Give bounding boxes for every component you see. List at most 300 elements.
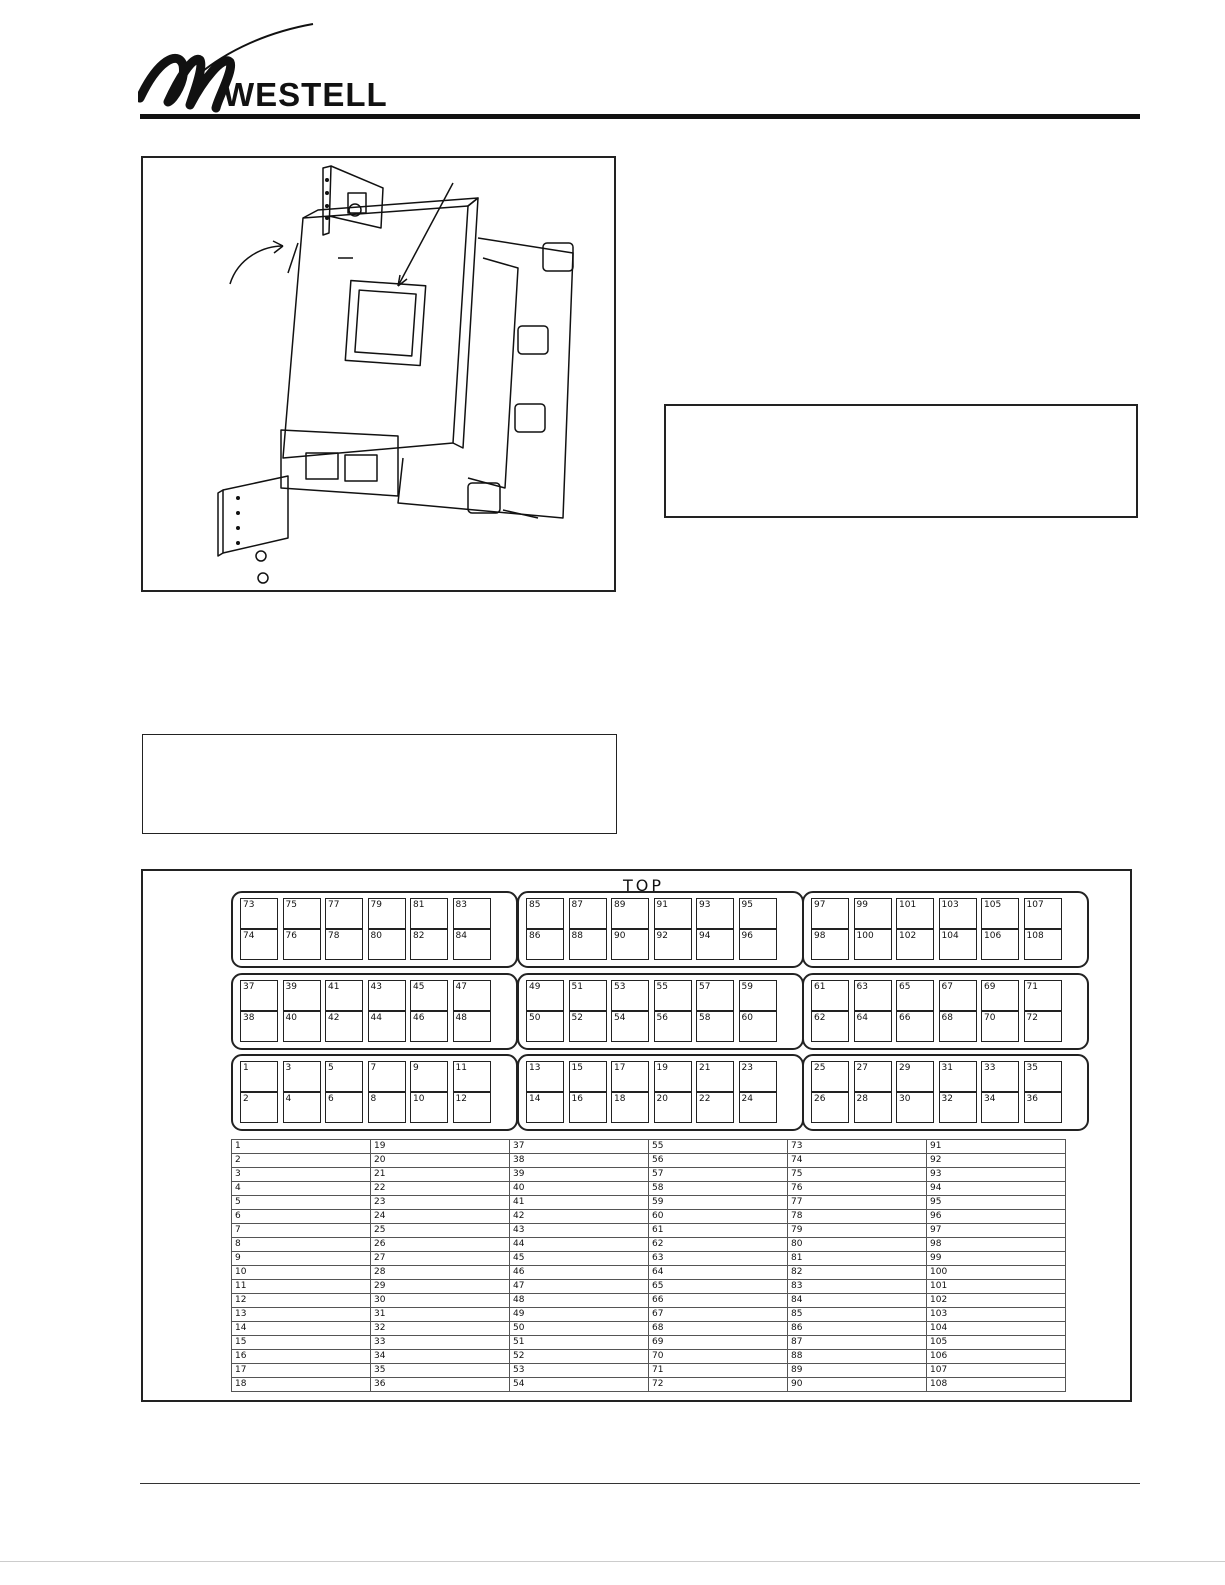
table-row (232, 1266, 1066, 1280)
table-cell: 74 (788, 1154, 927, 1168)
slot-cell (240, 929, 278, 960)
slot-cell (611, 980, 649, 1011)
table-row (232, 1350, 1066, 1364)
slot-number: 27 (856, 1063, 868, 1073)
table-cell: 102 (927, 1294, 1066, 1308)
slot-cell (939, 929, 977, 960)
slot-cell (811, 898, 849, 929)
slot-cell (526, 929, 564, 960)
slot-number: 21 (699, 1063, 711, 1073)
slot-number: 36 (1026, 1094, 1038, 1104)
slot-cell (739, 929, 777, 960)
table-cell: 58 (649, 1182, 788, 1196)
table-cell: 18 (232, 1378, 371, 1392)
table-cell: 87 (788, 1336, 927, 1350)
slot-cell (811, 929, 849, 960)
slot-number: 49 (529, 982, 541, 992)
slot-group (231, 973, 518, 1050)
table-row (232, 1140, 1066, 1154)
slot-number: 56 (656, 1013, 668, 1023)
table-row (232, 1280, 1066, 1294)
table-cell: 88 (788, 1350, 927, 1364)
header-rule (140, 114, 1140, 119)
slot-number: 79 (370, 900, 382, 910)
slot-number: 77 (328, 900, 340, 910)
slot-cell (696, 898, 734, 929)
slot-cell (896, 929, 934, 960)
slot-cell (453, 1061, 491, 1092)
slot-number: 100 (856, 931, 874, 941)
table-cell: 13 (232, 1308, 371, 1322)
slot-cell (410, 929, 448, 960)
table-cell: 100 (927, 1266, 1066, 1280)
table-row (232, 1364, 1066, 1378)
slot-number: 14 (529, 1094, 541, 1104)
slot-number: 45 (413, 982, 425, 992)
table-cell: 90 (788, 1378, 927, 1392)
table-cell: 29 (371, 1280, 510, 1294)
slot-cell (283, 980, 321, 1011)
slot-cell (811, 1092, 849, 1123)
slot-cell (240, 1061, 278, 1092)
slot-number: 6 (328, 1094, 334, 1104)
slot-number: 38 (243, 1013, 255, 1023)
slot-cell (453, 980, 491, 1011)
table-cell: 55 (649, 1140, 788, 1154)
slot-number: 102 (899, 931, 917, 941)
slot-number: 41 (328, 982, 340, 992)
slot-cell (368, 1011, 406, 1042)
slot-cell (368, 929, 406, 960)
table-row (232, 1182, 1066, 1196)
slot-number: 9 (413, 1063, 419, 1073)
slot-cell (854, 929, 892, 960)
table-cell: 28 (371, 1266, 510, 1280)
slot-number: 72 (1026, 1013, 1038, 1023)
table-cell: 68 (649, 1322, 788, 1336)
slot-number: 88 (571, 931, 583, 941)
table-cell: 9 (232, 1252, 371, 1266)
slot-number: 80 (370, 931, 382, 941)
westell-wordmark: WESTELL (223, 76, 388, 113)
slot-number: 33 (984, 1063, 996, 1073)
slot-cell (240, 1011, 278, 1042)
slot-cell (811, 1011, 849, 1042)
slot-number: 94 (699, 931, 711, 941)
slot-number: 68 (941, 1013, 953, 1023)
table-cell: 70 (649, 1350, 788, 1364)
table-cell: 97 (927, 1224, 1066, 1238)
slot-number: 26 (814, 1094, 826, 1104)
slot-number: 29 (899, 1063, 911, 1073)
slot-cell (569, 1011, 607, 1042)
slot-cell (325, 980, 363, 1011)
table-cell: 61 (649, 1224, 788, 1238)
table-row (232, 1336, 1066, 1350)
slot-cell (325, 898, 363, 929)
slot-number: 37 (243, 982, 255, 992)
slot-number: 48 (455, 1013, 467, 1023)
table-cell: 26 (371, 1238, 510, 1252)
slot-number: 99 (856, 900, 868, 910)
slot-cell (981, 1061, 1019, 1092)
page-divider (0, 1561, 1225, 1562)
table-cell: 23 (371, 1196, 510, 1210)
slot-cell (981, 929, 1019, 960)
slot-number: 73 (243, 900, 255, 910)
slot-cell (453, 1011, 491, 1042)
slot-cell (981, 898, 1019, 929)
slot-number: 51 (571, 982, 583, 992)
table-cell: 37 (510, 1140, 649, 1154)
slot-number: 55 (656, 982, 668, 992)
slot-number: 75 (285, 900, 297, 910)
slot-group (517, 973, 804, 1050)
slot-cell (283, 898, 321, 929)
slot-number: 67 (941, 982, 953, 992)
shelf-line-drawing (143, 158, 614, 590)
table-cell: 63 (649, 1252, 788, 1266)
table-cell: 67 (649, 1308, 788, 1322)
slot-cell (325, 1092, 363, 1123)
table-cell: 103 (927, 1308, 1066, 1322)
table-row (232, 1210, 1066, 1224)
slot-cell (1024, 929, 1062, 960)
slot-number: 97 (814, 900, 826, 910)
slot-number: 70 (984, 1013, 996, 1023)
slot-number: 95 (741, 900, 753, 910)
slot-number: 84 (455, 931, 467, 941)
table-cell: 85 (788, 1308, 927, 1322)
slot-cell (739, 898, 777, 929)
slot-group (517, 1054, 804, 1131)
table-cell: 104 (927, 1322, 1066, 1336)
table-cell: 106 (927, 1350, 1066, 1364)
table-cell: 14 (232, 1322, 371, 1336)
slot-number: 13 (529, 1063, 541, 1073)
slot-number: 106 (984, 931, 1002, 941)
table-cell: 72 (649, 1378, 788, 1392)
table-cell: 47 (510, 1280, 649, 1294)
slot-cell (569, 980, 607, 1011)
slot-number: 10 (413, 1094, 425, 1104)
slot-cell (283, 1092, 321, 1123)
table-cell: 57 (649, 1168, 788, 1182)
table-row (232, 1308, 1066, 1322)
table-cell: 1 (232, 1140, 371, 1154)
table-cell: 79 (788, 1224, 927, 1238)
slot-number: 92 (656, 931, 668, 941)
table-cell: 65 (649, 1280, 788, 1294)
slot-cell (939, 980, 977, 1011)
slot-number: 7 (370, 1063, 377, 1073)
slot-cell (896, 1092, 934, 1123)
slot-number: 60 (741, 1013, 753, 1023)
slot-cell (526, 898, 564, 929)
slot-number: 39 (285, 982, 297, 992)
slot-cell (896, 980, 934, 1011)
table-row (232, 1294, 1066, 1308)
table-cell: 71 (649, 1364, 788, 1378)
slot-number: 63 (856, 982, 868, 992)
table-cell: 34 (371, 1350, 510, 1364)
table-cell: 64 (649, 1266, 788, 1280)
slot-cell (368, 1092, 406, 1123)
slot-number: 34 (984, 1094, 996, 1104)
slot-cell (939, 1061, 977, 1092)
table-cell: 32 (371, 1322, 510, 1336)
slot-cell (410, 1092, 448, 1123)
slot-cell (1024, 1011, 1062, 1042)
table-cell: 99 (927, 1252, 1066, 1266)
slot-cell (410, 898, 448, 929)
slot-cell (283, 1061, 321, 1092)
slot-number: 87 (571, 900, 583, 910)
table-row (232, 1322, 1066, 1336)
slot-number: 46 (413, 1013, 425, 1023)
slot-number: 83 (455, 900, 467, 910)
table-cell: 17 (232, 1364, 371, 1378)
slot-cell (854, 980, 892, 1011)
slot-number: 54 (614, 1013, 626, 1023)
slot-cell (896, 1061, 934, 1092)
table-cell: 81 (788, 1252, 927, 1266)
table-cell: 93 (927, 1168, 1066, 1182)
table-cell: 33 (371, 1336, 510, 1350)
slot-number: 66 (899, 1013, 911, 1023)
slot-number: 71 (1026, 982, 1038, 992)
note-box-left (142, 734, 617, 834)
table-cell: 76 (788, 1182, 927, 1196)
slot-cell (739, 1061, 777, 1092)
slot-number: 52 (571, 1013, 583, 1023)
table-cell: 38 (510, 1154, 649, 1168)
slot-cell (654, 1061, 692, 1092)
slot-cell (896, 1011, 934, 1042)
slot-number: 58 (699, 1013, 711, 1023)
slot-number: 98 (814, 931, 826, 941)
slot-cell (981, 1011, 1019, 1042)
slot-cell (1024, 1061, 1062, 1092)
table-cell: 25 (371, 1224, 510, 1238)
slot-number: 20 (656, 1094, 668, 1104)
table-cell: 53 (510, 1364, 649, 1378)
slot-number: 44 (370, 1013, 382, 1023)
table-cell: 84 (788, 1294, 927, 1308)
slot-number: 3 (285, 1063, 292, 1073)
slot-cell (453, 1092, 491, 1123)
slot-cell (939, 1011, 977, 1042)
slot-group (802, 973, 1089, 1050)
slot-number: 96 (741, 931, 753, 941)
table-cell: 54 (510, 1378, 649, 1392)
slot-cell (240, 898, 278, 929)
slot-cell (453, 929, 491, 960)
slot-cell (410, 1061, 448, 1092)
slot-number: 62 (814, 1013, 826, 1023)
slot-cell (981, 1092, 1019, 1123)
shelf-mounting-figure (141, 156, 616, 592)
table-cell: 89 (788, 1364, 927, 1378)
table-cell: 49 (510, 1308, 649, 1322)
table-cell: 75 (788, 1168, 927, 1182)
slot-number: 82 (413, 931, 425, 941)
table-cell: 91 (927, 1140, 1066, 1154)
slot-cell (939, 898, 977, 929)
slot-number: 8 (370, 1094, 377, 1104)
table-row (232, 1378, 1066, 1392)
slot-number: 47 (455, 982, 467, 992)
slot-assignment-table (231, 1139, 1066, 1392)
slot-cell (696, 980, 734, 1011)
table-cell: 48 (510, 1294, 649, 1308)
slot-cell (896, 898, 934, 929)
table-cell: 45 (510, 1252, 649, 1266)
slot-number: 85 (529, 900, 541, 910)
slot-number: 12 (455, 1094, 467, 1104)
slot-number: 103 (941, 900, 959, 910)
table-row (232, 1252, 1066, 1266)
slot-number: 5 (328, 1063, 334, 1073)
table-cell: 24 (371, 1210, 510, 1224)
slot-number: 30 (899, 1094, 911, 1104)
slot-number: 101 (899, 900, 917, 910)
table-cell: 22 (371, 1182, 510, 1196)
table-row (232, 1154, 1066, 1168)
table-cell: 2 (232, 1154, 371, 1168)
slot-number: 17 (614, 1063, 626, 1073)
note-box-right (664, 404, 1138, 518)
table-cell: 19 (371, 1140, 510, 1154)
slot-number: 76 (285, 931, 297, 941)
slot-cell (526, 1092, 564, 1123)
slot-cell (526, 1061, 564, 1092)
slot-group (231, 891, 518, 968)
slot-number: 42 (328, 1013, 340, 1023)
slot-cell (696, 929, 734, 960)
table-cell: 46 (510, 1266, 649, 1280)
slot-group (231, 1054, 518, 1131)
table-cell: 52 (510, 1350, 649, 1364)
slot-number: 74 (243, 931, 255, 941)
slot-cell (611, 1011, 649, 1042)
footer-rule (140, 1483, 1140, 1484)
table-cell: 50 (510, 1322, 649, 1336)
table-cell: 73 (788, 1140, 927, 1154)
table-cell: 30 (371, 1294, 510, 1308)
slot-number: 23 (741, 1063, 753, 1073)
table-cell: 8 (232, 1238, 371, 1252)
table-cell: 39 (510, 1168, 649, 1182)
slot-cell (569, 898, 607, 929)
table-cell: 77 (788, 1196, 927, 1210)
slot-number: 69 (984, 982, 996, 992)
table-cell: 4 (232, 1182, 371, 1196)
slot-number: 18 (614, 1094, 626, 1104)
slot-number: 57 (699, 982, 711, 992)
slot-cell (526, 1011, 564, 1042)
table-cell: 7 (232, 1224, 371, 1238)
slot-cell (368, 898, 406, 929)
table-cell: 31 (371, 1308, 510, 1322)
slot-number: 81 (413, 900, 425, 910)
table-cell: 35 (371, 1364, 510, 1378)
slot-number: 19 (656, 1063, 668, 1073)
slot-number: 16 (571, 1094, 583, 1104)
table-cell: 78 (788, 1210, 927, 1224)
slot-number: 61 (814, 982, 826, 992)
slot-number: 15 (571, 1063, 583, 1073)
slot-number: 40 (285, 1013, 297, 1023)
table-cell: 15 (232, 1336, 371, 1350)
slot-cell (654, 898, 692, 929)
slot-number: 50 (529, 1013, 541, 1023)
slot-number: 86 (529, 931, 541, 941)
slot-cell (526, 980, 564, 1011)
slot-group (802, 1054, 1089, 1131)
table-cell: 42 (510, 1210, 649, 1224)
table-cell: 83 (788, 1280, 927, 1294)
slot-cell (739, 980, 777, 1011)
table-cell: 51 (510, 1336, 649, 1350)
slot-number: 59 (741, 982, 753, 992)
slot-cell (739, 1092, 777, 1123)
table-cell: 86 (788, 1322, 927, 1336)
slot-cell (569, 1061, 607, 1092)
slot-cell (410, 1011, 448, 1042)
slot-cell (854, 1092, 892, 1123)
table-cell: 27 (371, 1252, 510, 1266)
slot-cell (811, 1061, 849, 1092)
slot-group (517, 891, 804, 968)
table-cell: 101 (927, 1280, 1066, 1294)
table-cell: 3 (232, 1168, 371, 1182)
slot-cell (654, 980, 692, 1011)
table-cell: 59 (649, 1196, 788, 1210)
table-cell: 82 (788, 1266, 927, 1280)
table-row (232, 1196, 1066, 1210)
slot-number: 1 (243, 1063, 249, 1073)
slot-number: 11 (455, 1063, 467, 1073)
slot-number: 25 (814, 1063, 826, 1073)
slot-number: 78 (328, 931, 340, 941)
table-cell: 21 (371, 1168, 510, 1182)
slot-number: 104 (941, 931, 959, 941)
table-cell: 92 (927, 1154, 1066, 1168)
table-cell: 108 (927, 1378, 1066, 1392)
table-cell: 11 (232, 1280, 371, 1294)
table-cell: 41 (510, 1196, 649, 1210)
slot-cell (1024, 1092, 1062, 1123)
table-cell: 44 (510, 1238, 649, 1252)
slot-cell (696, 1011, 734, 1042)
table-cell: 80 (788, 1238, 927, 1252)
slot-number: 108 (1026, 931, 1044, 941)
slot-cell (569, 1092, 607, 1123)
table-cell: 105 (927, 1336, 1066, 1350)
slot-cell (654, 1092, 692, 1123)
slot-number: 28 (856, 1094, 868, 1104)
table-cell: 66 (649, 1294, 788, 1308)
slot-number: 65 (899, 982, 911, 992)
slot-cell (283, 1011, 321, 1042)
slot-number: 2 (243, 1094, 249, 1104)
slot-number: 64 (856, 1013, 868, 1023)
slot-cell (696, 1061, 734, 1092)
table-cell: 36 (371, 1378, 510, 1392)
table-cell: 98 (927, 1238, 1066, 1252)
slot-cell (240, 1092, 278, 1123)
